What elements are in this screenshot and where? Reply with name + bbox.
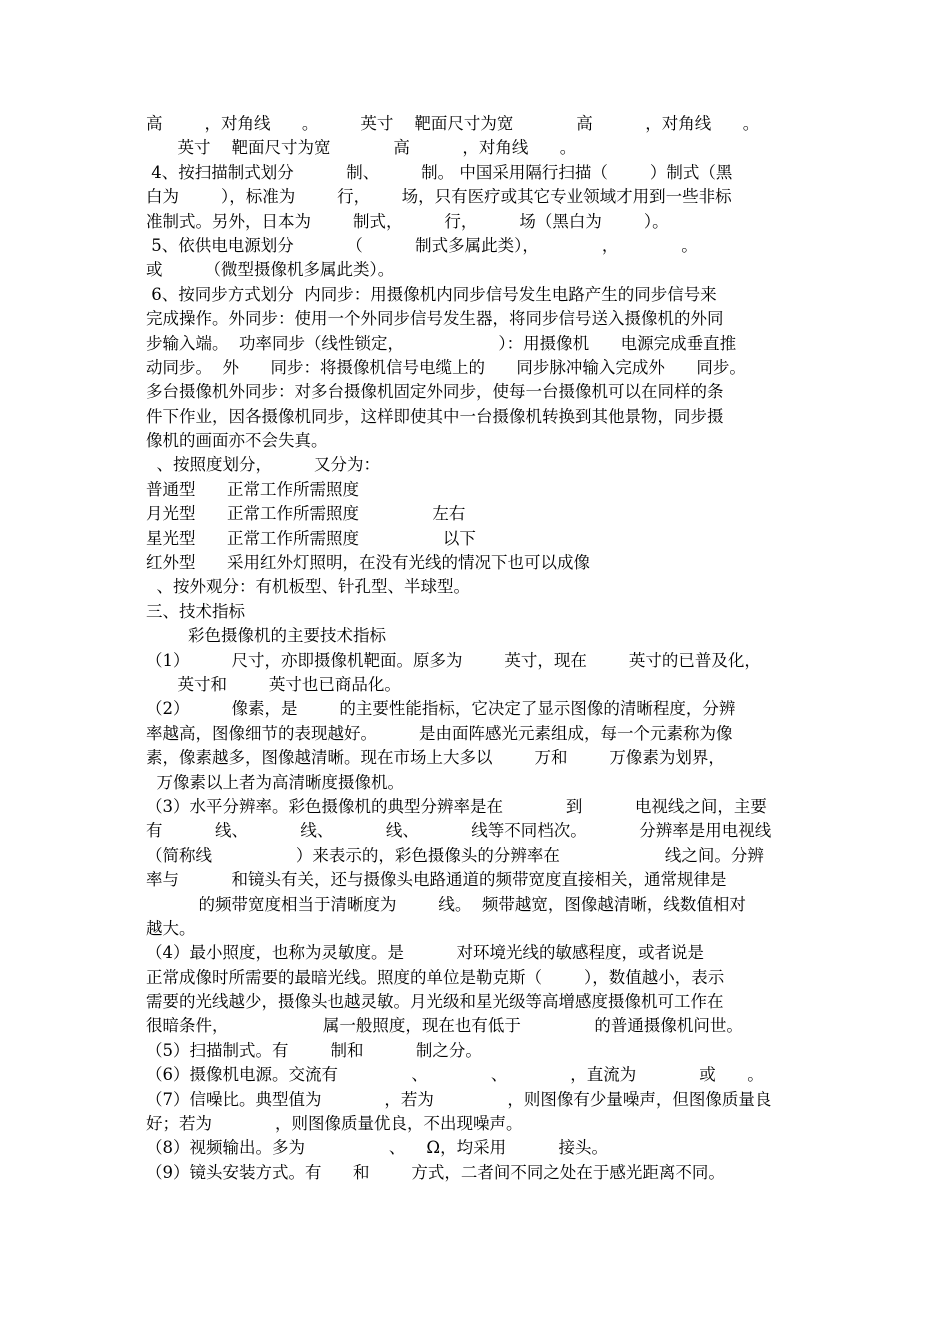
text-line: 月光型 正常工作所需照度 左右: [146, 504, 466, 524]
document-page: [146, 112, 816, 1185]
text-line: 万像素以上者为高清晰度摄像机。: [146, 772, 404, 792]
text-line: （3）水平分辨率。彩色摄像机的典型分辨率是在 到 电视线之间，主要: [146, 796, 767, 816]
text-line: 的频带宽度相当于清晰度为 线。 频带越宽，图像越清晰，线数值相对: [146, 894, 746, 914]
text-line: （4）最小照度，也称为灵敏度。是 对环境光线的敏感程度，或者说是: [146, 943, 704, 963]
text-line: （7）信噪比。典型值为 ，若为 ，则图像有少量噪声，但图像质量良: [146, 1089, 772, 1109]
text-line: 素，像素越多，图像越清晰。现在市场上大多以 万和 万像素为划界，: [146, 748, 725, 768]
text-line: 6、按同步方式划分 内同步：用摄像机内同步信号发生电路产生的同步信号来: [146, 284, 717, 304]
text-line: （8）视频输出。多为 、 Ω，均采用 接头。: [146, 1138, 609, 1158]
text-line: 白为 ），标准为 行， 场，只有医疗或其它专业领域才用到一些非标: [146, 187, 732, 207]
text-line: 完成操作。外同步：使用一个外同步信号发生器，将同步信号送入摄像机的外同: [146, 309, 724, 329]
text-line: 准制式。另外，日本为 制式， 行， 场（黑白为 ）。: [146, 211, 669, 231]
text-line: 步输入端。 功率同步（线性锁定， ）：用摄像机 电源完成垂直推: [146, 333, 737, 353]
text-line: （6）摄像机电源。交流有 、 、 ，直流为 或 。: [146, 1065, 764, 1085]
text-line: 多台摄像机外同步：对多台摄像机固定外同步，使每一台摄像机可以在同样的条: [146, 382, 724, 402]
text-line: 4、按扫描制式划分 制、 制。 中国采用隔行扫描（ ）制式（黑: [146, 162, 733, 182]
text-line: 或 （微型摄像机多属此类）。: [146, 260, 395, 280]
text-line: 红外型 采用红外灯照明，在没有光线的情况下也可以成像: [146, 553, 590, 573]
text-line: （5）扫描制式。有 制和 制之分。: [146, 1040, 482, 1060]
section-heading: 三、技术指标: [146, 601, 245, 621]
text-line: 英寸 靶面尺寸为宽 高 ，对角线 。: [146, 138, 577, 158]
text-line: 有 线、 线、 线、 线等不同档次。 分辨率是用电视线: [146, 821, 772, 841]
text-line: 、按外观分：有机板型、针孔型、半球型。: [146, 577, 470, 597]
text-line: 好；若为 ，则图像质量优良，不出现噪声。: [146, 1114, 523, 1134]
text-line: （简称线 ）来表示的，彩色摄像头的分辨率在 线之间。分辨: [146, 845, 764, 865]
text-line: 普通型 正常工作所需照度: [146, 479, 359, 499]
text-line: （9）镜头安装方式。有 和 方式，二者间不同之处在于感光距离不同。: [146, 1162, 725, 1182]
text-line: 需要的光线越少，摄像头也越灵敏。月光级和星光级等高增感度摄像机可工作在: [146, 992, 724, 1012]
text-line: 动同步。 外 同步：将摄像机信号电缆上的 同步脉冲输入完成外 同步。: [146, 357, 746, 377]
text-line: 、按照度划分， 又分为：: [146, 455, 380, 475]
text-line: （1） 尺寸，亦即摄像机靶面。原多为 英寸，现在 英寸的已普及化，: [146, 650, 761, 670]
text-line: 像机的画面亦不会失真。: [146, 431, 328, 451]
text-line: 越大。: [146, 918, 196, 938]
text-line: 件下作业，因各摄像机同步，这样即使其中一台摄像机转换到其他景物，同步摄: [146, 406, 724, 426]
text-line: 5、依供电电源划分 （ 制式多属此类）， ， 。: [146, 235, 698, 255]
text-line: 正常成像时所需要的最暗光线。照度的单位是勒克斯（ ），数值越小，表示: [146, 967, 725, 987]
text-line: 率与 和镜头有关，还与摄像头电路通道的频带宽度直接相关，通常规律是: [146, 870, 727, 890]
text-line: 很暗条件， 属一般照度，现在也有低于 的普通摄像机问世。: [146, 1016, 743, 1036]
text-line: （2） 像素，是 的主要性能指标，它决定了显示图像的清晰程度，分辨: [146, 699, 736, 719]
text-line: 星光型 正常工作所需照度 以下: [146, 528, 476, 548]
subsection-heading: 彩色摄像机的主要技术指标: [146, 626, 386, 646]
text-line: 率越高，图像细节的表现越好。 是由面阵感光元素组成，每一个元素称为像: [146, 723, 733, 743]
text-line: 高 ，对角线 。 英寸 靶面尺寸为宽 高 ，对角线 。: [146, 114, 760, 133]
text-line: 英寸和 英寸也已商品化。: [146, 674, 401, 694]
